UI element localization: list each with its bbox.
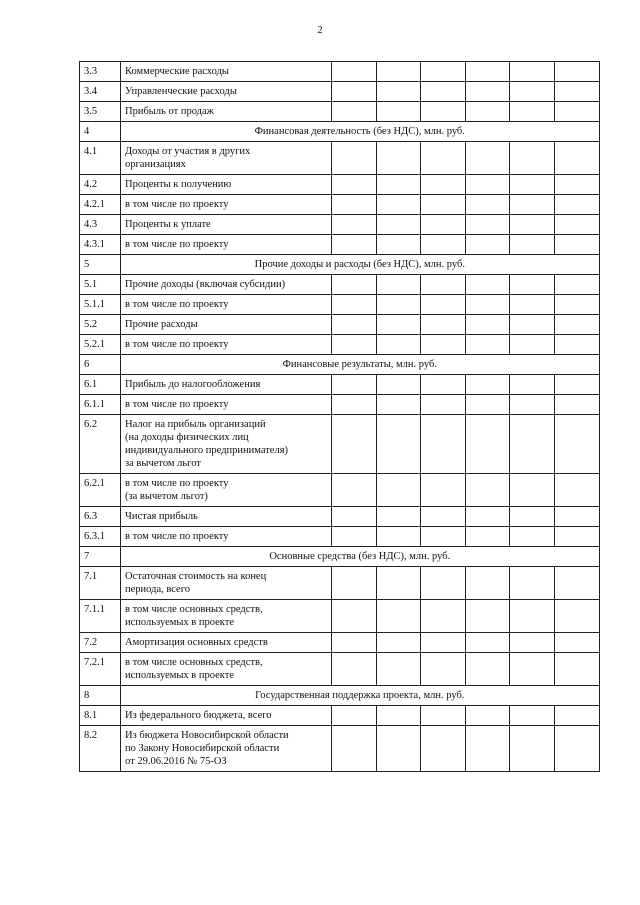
value-cell [465, 335, 510, 355]
indicator-name-line: Из федерального бюджета, всего [125, 710, 272, 721]
indicator-name [121, 375, 332, 395]
value-cell [510, 527, 555, 547]
value-cell [554, 195, 599, 215]
value-cell [510, 235, 555, 255]
indicator-name [121, 315, 332, 335]
indicator-name-line: за вычетом льгот [125, 458, 201, 469]
row-number: 7.2.1 [80, 653, 121, 686]
value-cell [465, 706, 510, 726]
indicator-name [121, 142, 332, 175]
value-cell [465, 726, 510, 772]
table-row [80, 726, 600, 772]
indicator-name-line: Чистая прибыль [125, 511, 198, 522]
value-cell [510, 726, 555, 772]
value-cell [421, 726, 466, 772]
value-cell [510, 275, 555, 295]
value-cell [376, 235, 421, 255]
section-title: Прочие доходы и расходы (без НДС), млн. руб. [121, 255, 600, 275]
row-number: 4.1 [80, 142, 121, 175]
value-cell [554, 415, 599, 474]
indicator-name-line: используемых в проекте [125, 670, 235, 681]
row-number: 3.4 [80, 82, 121, 102]
value-cell [465, 215, 510, 235]
indicator-name [121, 335, 332, 355]
indicator-name [121, 706, 332, 726]
indicator-name [121, 653, 332, 686]
table-row [80, 375, 600, 395]
table-row [80, 527, 600, 547]
indicator-name-line: Налог на прибыль организаций [125, 419, 266, 430]
value-cell [465, 395, 510, 415]
indicator-name-line: Из бюджета Новосибирской области [125, 730, 289, 741]
value-cell [376, 62, 421, 82]
value-cell [332, 275, 377, 295]
value-cell [421, 527, 466, 547]
row-number: 5.2.1 [80, 335, 121, 355]
row-number: 7.1 [80, 567, 121, 600]
value-cell [376, 82, 421, 102]
value-cell [465, 295, 510, 315]
value-cell [421, 195, 466, 215]
value-cell [376, 395, 421, 415]
indicator-name-line: используемых в проекте [125, 617, 235, 628]
value-cell [421, 395, 466, 415]
row-number: 5.2 [80, 315, 121, 335]
value-cell [554, 600, 599, 633]
indicator-name [121, 235, 332, 255]
value-cell [421, 215, 466, 235]
value-cell [376, 507, 421, 527]
table-row [80, 600, 600, 633]
value-cell [421, 82, 466, 102]
row-number: 6.1 [80, 375, 121, 395]
value-cell [465, 527, 510, 547]
value-cell [332, 726, 377, 772]
value-cell [332, 633, 377, 653]
indicator-name [121, 395, 332, 415]
value-cell [421, 600, 466, 633]
value-cell [421, 474, 466, 507]
value-cell [465, 275, 510, 295]
indicator-name-line: в том числе по проекту [125, 531, 229, 542]
indicator-name [121, 726, 332, 772]
value-cell [421, 335, 466, 355]
indicator-name [121, 82, 332, 102]
indicator-name-line: Прочие доходы (включая субсидии) [125, 279, 286, 290]
value-cell [376, 335, 421, 355]
value-cell [376, 195, 421, 215]
value-cell [376, 600, 421, 633]
row-number: 5.1.1 [80, 295, 121, 315]
indicator-name-line: Прочие расходы [125, 319, 198, 330]
value-cell [510, 82, 555, 102]
row-number: 6.3 [80, 507, 121, 527]
value-cell [510, 600, 555, 633]
row-number: 6.2.1 [80, 474, 121, 507]
value-cell [332, 415, 377, 474]
value-cell [332, 507, 377, 527]
indicator-name [121, 633, 332, 653]
section-title: Основные средства (без НДС), млн. руб. [121, 547, 600, 567]
value-cell [510, 175, 555, 195]
value-cell [554, 395, 599, 415]
table-row [80, 315, 600, 335]
row-number: 6.1.1 [80, 395, 121, 415]
value-cell [465, 507, 510, 527]
value-cell [332, 62, 377, 82]
table-row [80, 335, 600, 355]
row-number: 4.2 [80, 175, 121, 195]
row-number: 6.3.1 [80, 527, 121, 547]
value-cell [465, 653, 510, 686]
value-cell [376, 415, 421, 474]
row-number: 3.5 [80, 102, 121, 122]
value-cell [332, 567, 377, 600]
indicator-name [121, 600, 332, 633]
indicator-name-line: Амортизация основных средств [125, 637, 268, 648]
value-cell [376, 474, 421, 507]
row-number: 6.2 [80, 415, 121, 474]
indicator-name-line: Прибыль до налогообложения [125, 379, 261, 390]
indicator-name-line: в том числе по проекту [125, 299, 229, 310]
value-cell [421, 102, 466, 122]
table-row [80, 215, 600, 235]
value-cell [376, 142, 421, 175]
section-header-row [80, 686, 600, 706]
value-cell [510, 706, 555, 726]
value-cell [554, 706, 599, 726]
value-cell [376, 706, 421, 726]
indicator-name [121, 295, 332, 315]
value-cell [332, 235, 377, 255]
table-row [80, 507, 600, 527]
value-cell [376, 567, 421, 600]
table-row [80, 395, 600, 415]
value-cell [421, 415, 466, 474]
value-cell [376, 633, 421, 653]
value-cell [421, 175, 466, 195]
value-cell [332, 395, 377, 415]
value-cell [465, 375, 510, 395]
indicator-name-line: Остаточная стоимость на конец [125, 571, 267, 582]
value-cell [465, 195, 510, 215]
row-number: 8.1 [80, 706, 121, 726]
value-cell [421, 375, 466, 395]
table-row [80, 633, 600, 653]
value-cell [465, 102, 510, 122]
indicator-name [121, 275, 332, 295]
value-cell [554, 62, 599, 82]
financial-indicators-table [79, 61, 600, 772]
value-cell [510, 395, 555, 415]
value-cell [332, 375, 377, 395]
value-cell [465, 175, 510, 195]
value-cell [554, 474, 599, 507]
indicator-name-line: в том числе основных средств, [125, 604, 263, 615]
table-row [80, 706, 600, 726]
value-cell [554, 375, 599, 395]
value-cell [510, 653, 555, 686]
value-cell [376, 295, 421, 315]
indicator-name-line: по Закону Новосибирской области [125, 743, 280, 754]
table-row [80, 275, 600, 295]
row-number: 4.3.1 [80, 235, 121, 255]
indicator-name [121, 415, 332, 474]
table-row [80, 474, 600, 507]
value-cell [510, 633, 555, 653]
value-cell [554, 335, 599, 355]
indicator-name-line: (за вычетом льгот) [125, 491, 208, 502]
row-number: 5.1 [80, 275, 121, 295]
table-row [80, 142, 600, 175]
indicator-name-line: Доходы от участия в других [125, 146, 251, 157]
value-cell [554, 295, 599, 315]
value-cell [332, 295, 377, 315]
value-cell [465, 142, 510, 175]
indicator-name-line: Коммерческие расходы [125, 66, 229, 77]
indicator-name [121, 507, 332, 527]
table-row [80, 62, 600, 82]
value-cell [510, 215, 555, 235]
value-cell [376, 175, 421, 195]
row-number: 3.3 [80, 62, 121, 82]
value-cell [510, 195, 555, 215]
section-title: Финансовая деятельность (без НДС), млн. руб. [121, 122, 600, 142]
value-cell [510, 415, 555, 474]
value-cell [421, 706, 466, 726]
value-cell [332, 335, 377, 355]
indicator-name-line: от 29.06.2016 № 75-ОЗ [125, 756, 227, 767]
value-cell [465, 474, 510, 507]
indicator-name [121, 175, 332, 195]
value-cell [421, 633, 466, 653]
value-cell [421, 567, 466, 600]
indicator-name-line: в том числе по проекту [125, 399, 229, 410]
indicator-name [121, 567, 332, 600]
indicator-name-line: в том числе по проекту [125, 239, 229, 250]
value-cell [554, 102, 599, 122]
value-cell [376, 726, 421, 772]
indicator-name-line: в том числе по проекту [125, 478, 229, 489]
value-cell [554, 726, 599, 772]
table-row [80, 653, 600, 686]
table-row [80, 415, 600, 474]
section-header-row [80, 355, 600, 375]
row-number: 6 [80, 355, 121, 375]
value-cell [376, 375, 421, 395]
value-cell [332, 175, 377, 195]
value-cell [510, 102, 555, 122]
value-cell [465, 62, 510, 82]
value-cell [465, 600, 510, 633]
value-cell [421, 235, 466, 255]
indicator-name-line: Проценты к уплате [125, 219, 211, 230]
value-cell [376, 315, 421, 335]
row-number: 5 [80, 255, 121, 275]
indicator-name-line: (на доходы физических лиц [125, 432, 249, 443]
value-cell [510, 567, 555, 600]
indicator-name-line: периода, всего [125, 584, 190, 595]
section-title: Государственная поддержка проекта, млн. руб. [121, 686, 600, 706]
row-number: 7.2 [80, 633, 121, 653]
value-cell [421, 275, 466, 295]
value-cell [376, 275, 421, 295]
value-cell [554, 215, 599, 235]
table-row [80, 567, 600, 600]
row-number: 4.2.1 [80, 195, 121, 215]
indicator-name [121, 62, 332, 82]
value-cell [465, 82, 510, 102]
value-cell [332, 82, 377, 102]
value-cell [554, 633, 599, 653]
indicator-name-line: индивидуального предпринимателя) [125, 445, 289, 456]
row-number: 8.2 [80, 726, 121, 772]
section-title: Финансовые результаты, млн. руб. [121, 355, 600, 375]
table-body [80, 62, 600, 772]
value-cell [376, 527, 421, 547]
section-header-row [80, 547, 600, 567]
value-cell [332, 600, 377, 633]
value-cell [554, 527, 599, 547]
value-cell [421, 142, 466, 175]
value-cell [421, 62, 466, 82]
value-cell [332, 474, 377, 507]
value-cell [332, 142, 377, 175]
table-row [80, 82, 600, 102]
indicator-name-line: в том числе по проекту [125, 199, 229, 210]
value-cell [332, 653, 377, 686]
value-cell [510, 474, 555, 507]
value-cell [376, 653, 421, 686]
row-number: 7 [80, 547, 121, 567]
section-header-row [80, 122, 600, 142]
value-cell [421, 507, 466, 527]
value-cell [510, 507, 555, 527]
value-cell [332, 706, 377, 726]
indicator-name-line: Прибыль от продаж [125, 106, 214, 117]
value-cell [554, 82, 599, 102]
row-number: 4.3 [80, 215, 121, 235]
value-cell [376, 102, 421, 122]
value-cell [554, 275, 599, 295]
value-cell [510, 62, 555, 82]
value-cell [332, 315, 377, 335]
value-cell [465, 633, 510, 653]
table-row [80, 195, 600, 215]
value-cell [554, 142, 599, 175]
value-cell [332, 195, 377, 215]
indicator-name-line: Управленческие расходы [125, 86, 237, 97]
value-cell [554, 175, 599, 195]
table-row [80, 295, 600, 315]
indicator-name-line: в том числе по проекту [125, 339, 229, 350]
indicator-name [121, 527, 332, 547]
value-cell [510, 315, 555, 335]
row-number: 4 [80, 122, 121, 142]
indicator-name-line: в том числе основных средств, [125, 657, 263, 668]
value-cell [510, 142, 555, 175]
value-cell [554, 507, 599, 527]
value-cell [510, 375, 555, 395]
value-cell [421, 315, 466, 335]
indicator-name [121, 195, 332, 215]
row-number: 7.1.1 [80, 600, 121, 633]
value-cell [332, 527, 377, 547]
table-row [80, 235, 600, 255]
section-header-row [80, 255, 600, 275]
indicator-name-line: организациях [125, 159, 186, 170]
value-cell [510, 335, 555, 355]
value-cell [554, 567, 599, 600]
row-number: 8 [80, 686, 121, 706]
value-cell [376, 215, 421, 235]
table-row [80, 102, 600, 122]
value-cell [421, 653, 466, 686]
value-cell [465, 315, 510, 335]
indicator-name-line: Проценты к получению [125, 179, 232, 190]
value-cell [554, 315, 599, 335]
value-cell [332, 215, 377, 235]
value-cell [421, 295, 466, 315]
indicator-name [121, 215, 332, 235]
value-cell [554, 653, 599, 686]
value-cell [465, 415, 510, 474]
table-row [80, 175, 600, 195]
indicator-name [121, 474, 332, 507]
value-cell [332, 102, 377, 122]
value-cell [554, 235, 599, 255]
indicator-name [121, 102, 332, 122]
page-number: 2 [317, 24, 323, 36]
value-cell [465, 235, 510, 255]
value-cell [510, 295, 555, 315]
value-cell [465, 567, 510, 600]
